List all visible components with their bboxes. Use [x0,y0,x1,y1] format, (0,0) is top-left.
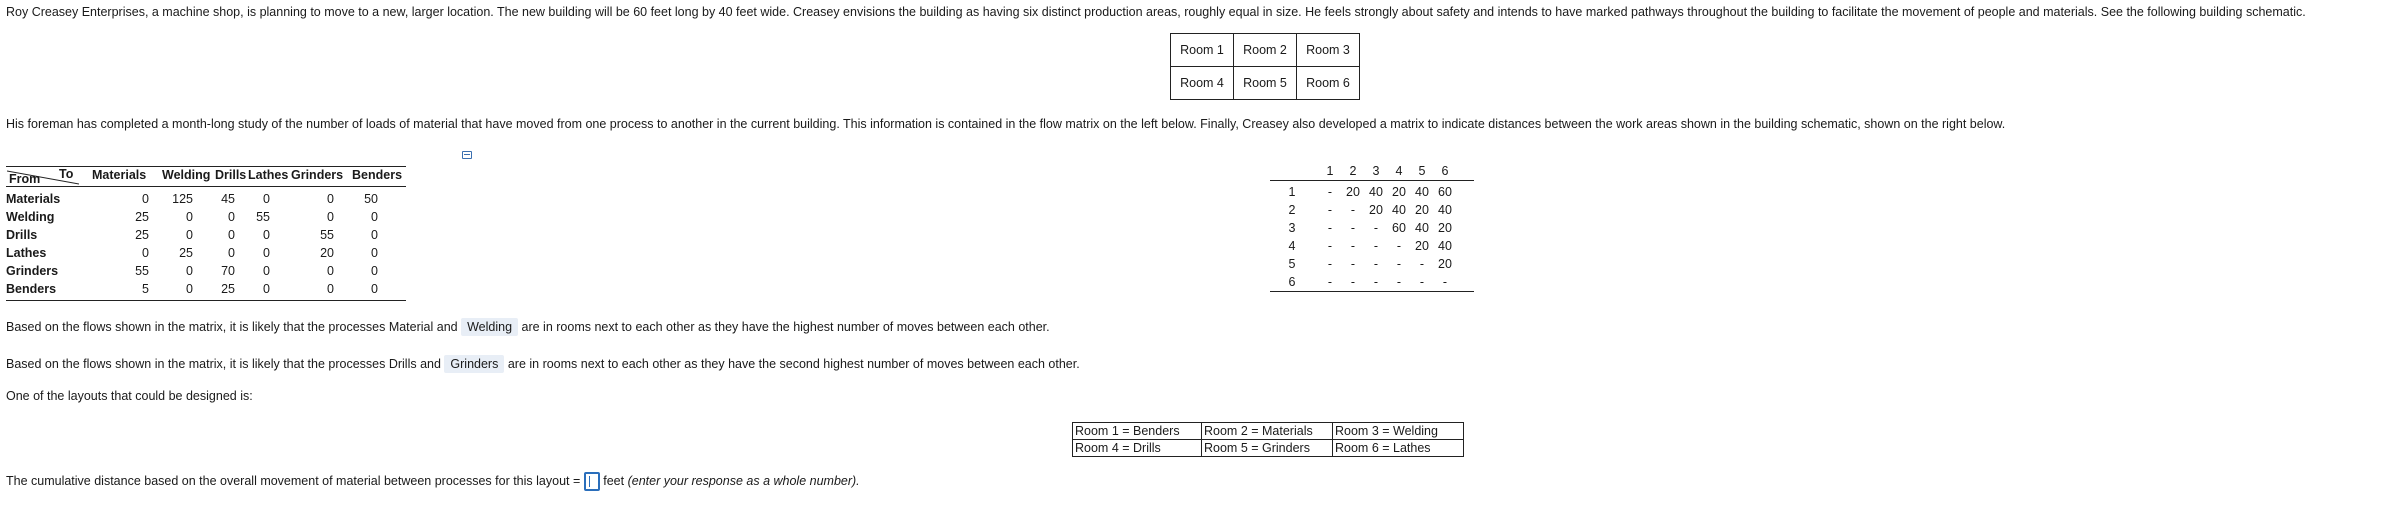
flow-cell: 55 [135,264,149,278]
flow-cell: 25 [221,282,235,296]
flow-cell: 0 [371,210,378,224]
flow-cell: 5 [142,282,149,296]
flow-cell: 0 [142,192,149,206]
q3-hint: (enter your response as a whole number). [627,473,860,488]
flow-col-header: Materials [92,168,147,182]
flow-row-label: Lathes [6,246,47,260]
distance-row-label: 6 [1288,275,1296,289]
distance-cell: - [1327,239,1333,253]
flow-cell: 0 [186,282,193,296]
distance-cell: - [1350,221,1356,235]
flow-cell: 0 [327,192,334,206]
flow-cell: 0 [327,264,334,278]
distance-cell: 20 [1392,185,1406,199]
distance-cell: - [1327,203,1333,217]
foreman-text: His foreman has completed a month-long study of the number of loads of material that have moved from one process to another in the current building. This information is contained in the flow matrix on the left below. Finally, Creasey also developed a matrix to indicate distances between the work areas shown in the building schematic, shown on the right below. [6,117,2006,131]
schematic-room-4: Room 4 [1171,67,1234,100]
layout-cell: Room 6 = Lathes [1333,440,1464,457]
flow-cell: 0 [263,264,270,278]
q1-before: Based on the flows shown in the matrix, it is likely that the processes Material and [6,320,458,334]
distance-row-label: 1 [1288,185,1296,199]
distance-answer-input[interactable] [584,472,600,491]
schematic-room-5: Room 5 [1234,67,1297,100]
distance-cell: 20 [1346,185,1360,199]
flow-cell: 0 [327,282,334,296]
distance-cell: 40 [1415,221,1429,235]
flow-cell: 0 [186,210,193,224]
distance-row-label: 2 [1288,203,1296,217]
flow-col-header: Welding [162,168,211,182]
distance-matrix [1270,164,1474,294]
flow-col-header: Drills [215,168,247,182]
distance-cell: 40 [1415,185,1429,199]
flow-cell: 0 [263,282,270,296]
flow-cell: 55 [256,210,270,224]
schematic-room-1: Room 1 [1171,34,1234,67]
flow-row-label: Benders [6,282,57,296]
flow-cell: 25 [135,228,149,242]
distance-cell: - [1350,203,1356,217]
flow-cell: 0 [263,192,270,206]
flow-cell: 0 [142,246,149,260]
distance-cell: 20 [1438,257,1452,271]
building-schematic [1170,33,1360,100]
flow-corner-from: From [9,172,41,186]
distance-cell: 60 [1438,185,1452,199]
distance-cell: - [1419,275,1425,289]
flow-row-label: Welding [6,210,55,224]
flow-cell: 0 [371,228,378,242]
distance-cell: 60 [1392,221,1406,235]
distance-cell: - [1327,185,1333,199]
distance-cell: 40 [1438,203,1452,217]
flow-cell: 0 [228,246,235,260]
distance-cell: - [1327,257,1333,271]
question-2 [6,355,1080,373]
flow-col-header: Lathes [248,168,289,182]
distance-col-header: 2 [1349,164,1357,178]
distance-cell: 20 [1438,221,1452,235]
question-1 [6,318,1050,336]
layout-intro: One of the layouts that could be designed is: [6,389,253,403]
flow-row-label: Materials [6,192,61,206]
q3-unit: feet [603,473,625,488]
distance-row-label: 4 [1288,239,1296,253]
layout-cell: Room 3 = Welding [1333,423,1464,440]
q3-before: The cumulative distance based on the overall movement of material between processes for this layout = [6,473,581,488]
flow-corner [7,167,79,186]
distance-row-label: 3 [1288,221,1296,235]
distance-cell: 40 [1392,203,1406,217]
q2-before: Based on the flows shown in the matrix, it is likely that the processes Drills and [6,357,441,371]
copy-icon[interactable] [462,151,472,159]
distance-cell: - [1350,239,1356,253]
distance-cell: - [1373,221,1379,235]
schematic-room-6: Room 6 [1297,67,1360,100]
distance-cell: - [1373,257,1379,271]
flow-cell: 0 [186,264,193,278]
flow-cell: 20 [320,246,334,260]
distance-col-header: 3 [1372,164,1380,178]
flow-col-header: Benders [352,168,403,182]
layout-cell: Room 5 = Grinders [1202,440,1333,457]
flow-corner-to: To [59,167,74,181]
distance-cell: 40 [1438,239,1452,253]
distance-cell: - [1350,257,1356,271]
flow-cell: 0 [371,264,378,278]
flow-col-header: Grinders [291,168,344,182]
flow-row-label: Grinders [6,264,59,278]
flow-cell: 0 [371,282,378,296]
schematic-room-2: Room 2 [1234,34,1297,67]
distance-cell: - [1396,257,1402,271]
flow-cell: 25 [135,210,149,224]
flow-cell: 50 [364,192,378,206]
flow-cell: 0 [263,246,270,260]
flow-cell: 125 [172,192,193,206]
distance-cell: 40 [1369,185,1383,199]
layout-table [1072,422,1464,457]
distance-cell: - [1327,221,1333,235]
flow-cell: 0 [228,210,235,224]
flow-cell: 25 [179,246,193,260]
distance-cell: - [1327,275,1333,289]
distance-cell: - [1419,257,1425,271]
distance-cell: - [1373,275,1379,289]
distance-cell: 20 [1369,203,1383,217]
layout-cell: Room 4 = Drills [1073,440,1202,457]
layout-cell: Room 1 = Benders [1073,423,1202,440]
distance-cell: - [1442,275,1448,289]
flow-cell: 0 [371,246,378,260]
distance-col-header: 6 [1441,164,1449,178]
flow-cell: 0 [228,228,235,242]
distance-row-label: 5 [1288,257,1296,271]
flow-cell: 0 [186,228,193,242]
distance-cell: 20 [1415,203,1429,217]
distance-col-header: 4 [1395,164,1403,178]
distance-cell: - [1350,275,1356,289]
q2-answer-dropdown[interactable]: Grinders [444,355,504,373]
layout-cell: Room 2 = Materials [1202,423,1333,440]
distance-cell: - [1396,239,1402,253]
distance-cell: - [1396,275,1402,289]
flow-cell: 45 [221,192,235,206]
distance-col-header: 1 [1326,164,1334,178]
distance-cell: 20 [1415,239,1429,253]
question-3 [6,472,860,491]
distance-col-header: 5 [1418,164,1426,178]
q2-after: are in rooms next to each other as they have the second highest number of moves between each other. [507,357,1080,371]
intro-text: Roy Creasey Enterprises, a machine shop, is planning to move to a new, larger location. The new building will be 60 feet long by 40 feet wide. Creasey envisions the building as having six distinct production areas, roughly equal in size. He feels strongly about safety and intends to have marked pathways throughout the building to facilitate the movement of people and materials. See the following building schematic. [6,5,2306,19]
distance-cell: - [1373,239,1379,253]
q1-after: are in rooms next to each other as they have the highest number of moves between each other. [521,320,1050,334]
flow-cell: 55 [320,228,334,242]
schematic-room-3: Room 3 [1297,34,1360,67]
flow-row-label: Drills [6,228,38,242]
flow-cell: 0 [327,210,334,224]
flow-cell: 70 [221,264,235,278]
flow-cell: 0 [263,228,270,242]
q1-answer-dropdown[interactable]: Welding [461,318,518,336]
